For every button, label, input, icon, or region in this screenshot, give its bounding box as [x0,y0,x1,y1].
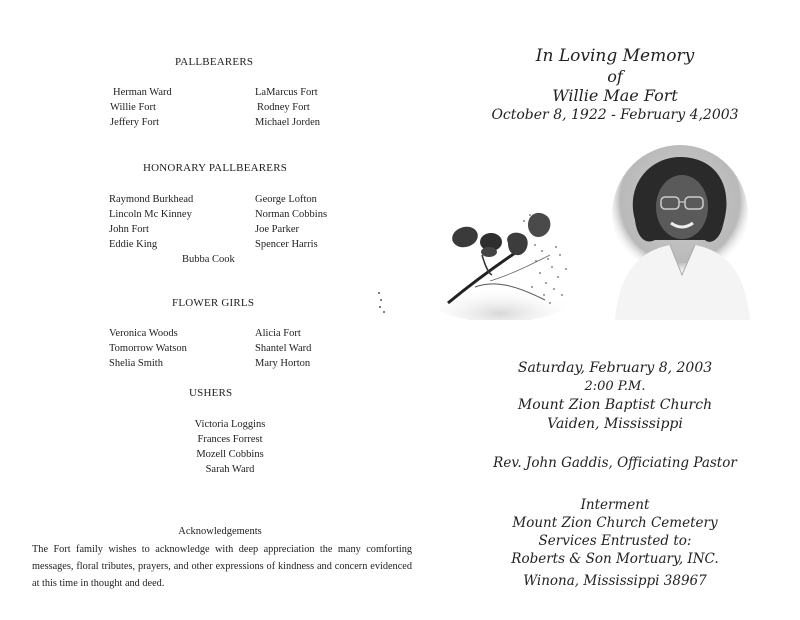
flower-girl-name: Mary Horton [255,358,311,369]
right-panel [430,0,800,620]
cemetery-name: Mount Zion Church Cemetery [512,515,718,531]
usher-name: Sarah Ward [205,464,255,475]
service-time: 2:00 P.M. [584,379,646,394]
flower-girls-heading: FLOWER GIRLS [172,297,255,309]
honorary-pallbearer-name: Joe Parker [255,224,300,235]
honorary-pallbearer-name: Norman Cobbins [255,209,328,220]
honorary-pallbearer-name: Lincoln Mc Kinney [109,209,192,220]
pallbearer-name: Willie Fort [110,102,156,113]
usher-name: Victoria Loggins [194,419,266,430]
honorary-pallbearer-name: Bubba Cook [182,254,235,265]
acknowledgements-body: The Fort family wishes to acknowledge with deep appreciation the many comforting messages, floral tributes, prayers, and other expressions of kindness and concern evidenced at this time in thought and deed. [32,544,412,589]
honorary-pallbearers-heading: HONORARY PALLBEARERS [143,162,288,174]
usher-name: Frances Forrest [197,434,263,445]
pallbearer-name: Herman Ward [113,87,172,98]
flower-girl-name: Shantel Ward [255,343,312,354]
flower-girl-name: Tomorrow Watson [109,343,187,354]
acknowledgements-title: Acknowledgements [178,526,262,537]
pallbearer-name: Rodney Fort [257,102,310,113]
flower-girl-name: Alicia Fort [255,328,301,339]
mortuary-name: Roberts & Son Mortuary, INC. [511,551,719,567]
pallbearer-name: Jeffery Fort [110,117,160,128]
memorial-title: In Loving Memory [535,46,695,66]
flower-girl-name: Shelia Smith [109,358,163,369]
pallbearers-heading: PALLBEARERS [175,56,254,68]
portrait-photo [605,145,755,320]
honorary-pallbearer-name: Raymond Burkhead [109,194,194,205]
rose-image [440,185,590,320]
memorial-of: of [607,67,623,86]
mortuary-location: Winona, Mississippi 38967 [523,573,707,589]
service-date: Saturday, February 8, 2003 [517,360,713,376]
honorary-pallbearer-name: Eddie King [109,239,158,250]
usher-name: Mozell Cobbins [196,449,264,460]
officiant: Rev. John Gaddis, Officiating Pastor [493,455,737,471]
pallbearer-name: LaMarcus Fort [255,87,318,98]
ushers-heading: USHERS [189,387,233,399]
entrusted-label: Services Entrusted to: [538,533,692,549]
deceased-name: Willie Mae Fort [552,86,678,105]
flower-girl-name: Veronica Woods [109,328,178,339]
life-dates: October 8, 1922 - February 4,2003 [491,107,739,123]
honorary-pallbearer-name: John Fort [109,224,149,235]
service-church: Mount Zion Baptist Church [517,397,713,413]
honorary-pallbearer-name: George Lofton [255,194,317,205]
pallbearer-name: Michael Jorden [255,117,321,128]
honorary-pallbearer-name: Spencer Harris [255,239,318,250]
interment-label: Interment [580,497,650,513]
service-location: Vaiden, Mississippi [547,416,683,432]
